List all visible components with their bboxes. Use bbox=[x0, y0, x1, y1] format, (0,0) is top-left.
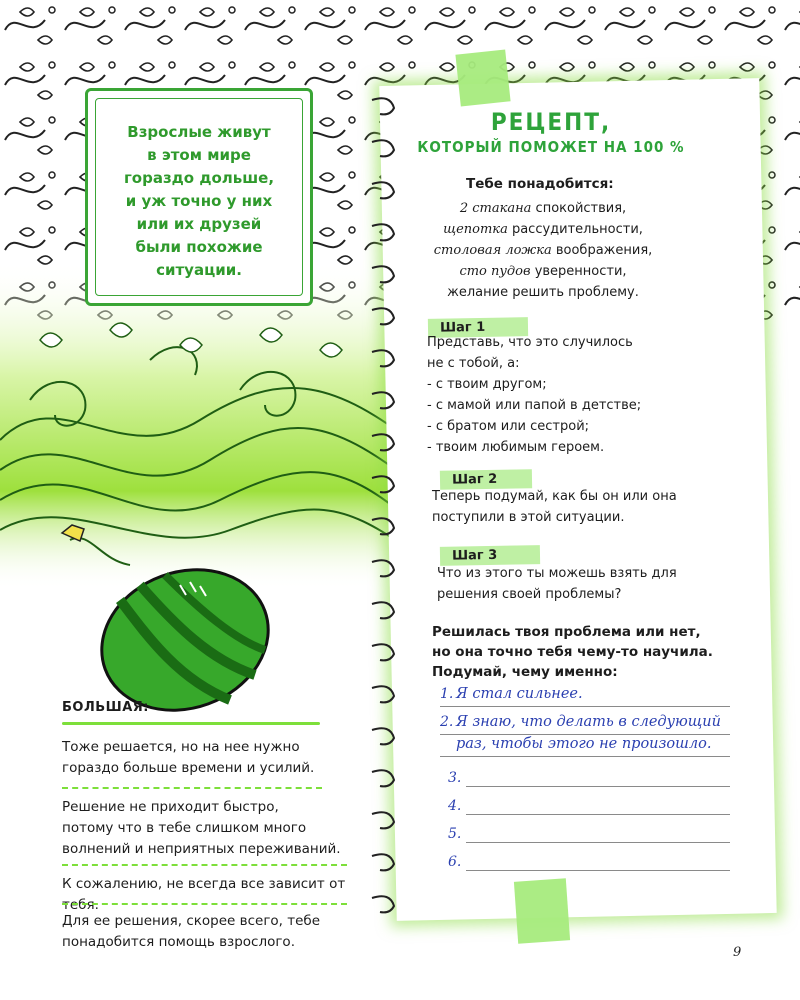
tape-top bbox=[455, 50, 510, 107]
step-3-badge: Шаг 3 bbox=[440, 545, 540, 566]
step-1-badge: Шаг 1 bbox=[428, 317, 528, 338]
left-paragraph-2: Решение не приходит быстро, потому что в тебе слишком много волнений и неприятных переживаний. bbox=[62, 799, 341, 857]
answer-1-text[interactable]: Я стал сильнее. bbox=[456, 686, 583, 702]
left-paragraph-1: Тоже решается, но на нее нужно гораздо больше времени и усилий. bbox=[62, 739, 315, 776]
big-problem-label: БОЛЬШАЯ: bbox=[62, 700, 149, 715]
ingredient-item: желание решить проблему. bbox=[447, 285, 639, 300]
answer-line[interactable] bbox=[466, 842, 730, 843]
answer-3-number: 3. bbox=[448, 770, 462, 786]
quote-box bbox=[85, 88, 313, 306]
answer-2-number: 2. bbox=[440, 714, 454, 730]
answer-line[interactable] bbox=[466, 814, 730, 815]
step-2-text: Теперь подумай, как бы он или она поступили в этой ситуации. bbox=[432, 489, 677, 525]
ingredients-list bbox=[408, 198, 678, 303]
left-paragraph-3: К сожалению, не всегда все зависит от тебя. bbox=[62, 876, 346, 913]
step-3-text: Что из этого ты можешь взять для решения своей проблемы? bbox=[437, 566, 677, 602]
paragraph-divider bbox=[62, 787, 322, 789]
ingredient-item: 2 стакана спокойствия, bbox=[459, 201, 627, 216]
answer-1-number: 1. bbox=[440, 686, 454, 702]
ingredient-item: щепотка рассудительности, bbox=[443, 222, 643, 237]
spiral-binding bbox=[352, 90, 412, 920]
recipe-title bbox=[416, 108, 686, 156]
answer-4-number: 4. bbox=[448, 798, 462, 814]
quote-text: Взрослые живут в этом мире гораздо дольше, и уж точно у них или их друзей были похожие ситуации. bbox=[123, 123, 275, 279]
answer-2-text[interactable]: Я знаю, что делать в следующий раз, чтобы этого не произошло. bbox=[456, 714, 721, 752]
tape-bottom bbox=[514, 878, 570, 943]
ingredient-item: сто пудов уверенности, bbox=[459, 264, 627, 279]
answer-line[interactable] bbox=[466, 870, 730, 871]
ingredient-item: столовая ложка воображения, bbox=[433, 243, 653, 258]
step-1-text: Представь, что это случилось не с тобой, а: - с твоим другом; - с мамой или папой в детстве; - с братом или сестрой; - твоим любимым героем. bbox=[427, 335, 642, 455]
answer-line bbox=[440, 706, 730, 707]
ingredients-heading: Тебе понадобится: bbox=[466, 176, 614, 192]
paragraph-divider bbox=[62, 864, 347, 866]
recipe-title-line2: КОТОРЫЙ ПОМОЖЕТ НА 100 % bbox=[417, 138, 685, 156]
recipe-title-line1: РЕЦЕПТ, bbox=[490, 108, 612, 136]
answer-5-number: 5. bbox=[448, 826, 462, 842]
paragraph-divider bbox=[62, 903, 347, 905]
step-2-badge: Шаг 2 bbox=[440, 469, 532, 490]
page-number: 9 bbox=[733, 945, 742, 960]
closing-question: Решилась твоя проблема или нет, но она точно тебя чему-то научила. Подумай, чему именно: bbox=[432, 624, 713, 680]
answer-6-number: 6. bbox=[448, 854, 462, 870]
answer-line bbox=[440, 734, 730, 735]
answer-line[interactable] bbox=[466, 786, 730, 787]
label-underline bbox=[62, 722, 320, 725]
left-paragraph-4: Для ее решения, скорее всего, тебе понадобится помощь взрослого. bbox=[62, 913, 321, 950]
answer-line bbox=[440, 756, 730, 757]
